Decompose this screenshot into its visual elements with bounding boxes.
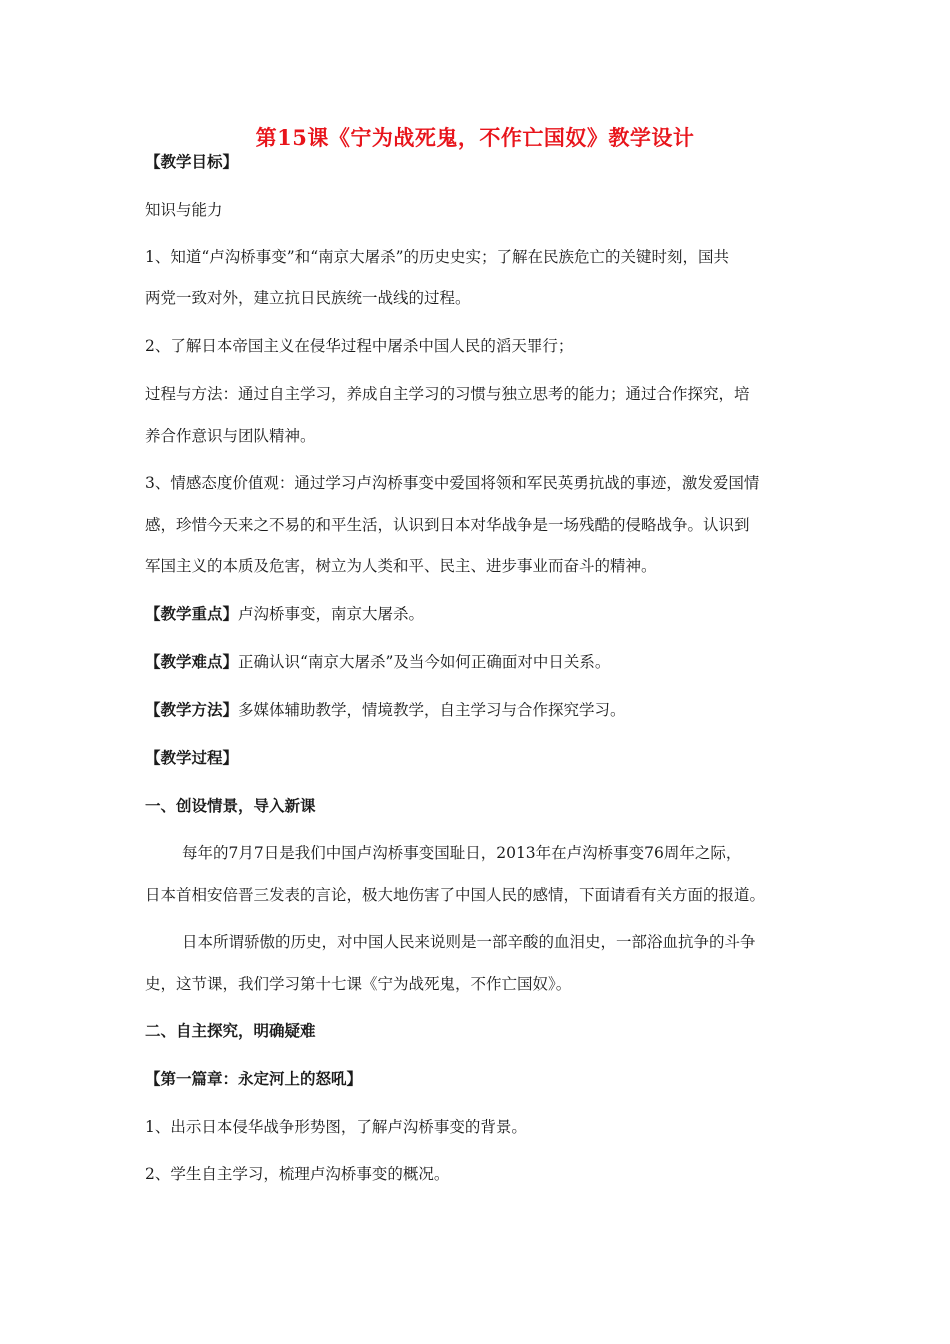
goal-item-1-line-1: 1、知道“卢沟桥事变”和“南京大屠杀”的历史史实；了解在民族危亡的关键时刻，国共 (145, 248, 730, 266)
goal-item-3-line-3: 军国主义的本质及危害，树立为人类和平、民主、进步事业而奋斗的精神。 (145, 557, 657, 575)
key-points-label: 【教学重点】 (145, 604, 239, 623)
key-points-row (145, 604, 815, 624)
section-1-heading: 一、创设情景，导入新课 (145, 796, 316, 815)
goals-heading: 【教学目标】 (145, 152, 239, 171)
paragraph-2-line-2: 史，这节课，我们学习第十七课《宁为战死鬼，不作亡国奴》。 (145, 975, 572, 993)
difficulty-label: 【教学难点】 (145, 652, 239, 671)
knowledge-heading: 知识与能力 (145, 201, 223, 219)
page-title: 第15课《宁为战死鬼，不作亡国奴》教学设计 (255, 125, 695, 150)
method-row (145, 700, 815, 720)
goal-item-1-line-2: 两党一致对外，建立抗日民族统一战线的过程。 (145, 289, 471, 307)
step-2: 2、学生自主学习，梳理卢沟桥事变的概况。 (145, 1165, 450, 1183)
process-heading: 【教学过程】 (145, 748, 239, 767)
method-label: 【教学方法】 (145, 700, 239, 719)
section-2-heading: 二、自主探究，明确疑难 (145, 1021, 316, 1040)
paragraph-1-line-1: 每年的7月7日是我们中国卢沟桥事变国耻日，2013年在卢沟桥事变76周年之际， (182, 844, 742, 862)
goal-item-2: 2、了解日本帝国主义在侵华过程中屠杀中国人民的滔天罪行； (145, 337, 574, 355)
paragraph-2-line-1: 日本所谓骄傲的历史，对中国人民来说则是一部辛酸的血泪史，一部浴血抗争的斗争 (182, 933, 756, 951)
goal-item-3-line-1: 3、情感态度价值观：通过学习卢沟桥事变中爱国将领和军民英勇抗战的事迹，激发爱国情 (145, 474, 760, 492)
process-method-line-1: 过程与方法：通过自主学习，养成自主学习的习惯与独立思考的能力；通过合作探究，培 (145, 385, 750, 403)
difficulty-text: 正确认识“南京大屠杀”及当今如何正确面对中日关系。 (238, 653, 611, 671)
key-points-text: 卢沟桥事变，南京大屠杀。 (238, 605, 425, 623)
chapter-1-heading: 【第一篇章：永定河上的怒吼】 (145, 1069, 363, 1088)
paragraph-1-line-2: 日本首相安倍晋三发表的言论，极大地伤害了中国人民的感情，下面请看有关方面的报道。 (145, 886, 766, 904)
difficulty-row (145, 652, 815, 672)
process-method-line-2: 养合作意识与团队精神。 (145, 427, 316, 445)
step-1: 1、出示日本侵华战争形势图，了解卢沟桥事变的背景。 (145, 1118, 527, 1136)
method-text: 多媒体辅助教学，情境教学，自主学习与合作探究学习。 (238, 701, 626, 719)
goal-item-3-line-2: 感，珍惜今天来之不易的和平生活，认识到日本对华战争是一场残酷的侵略战争。认识到 (145, 516, 750, 534)
